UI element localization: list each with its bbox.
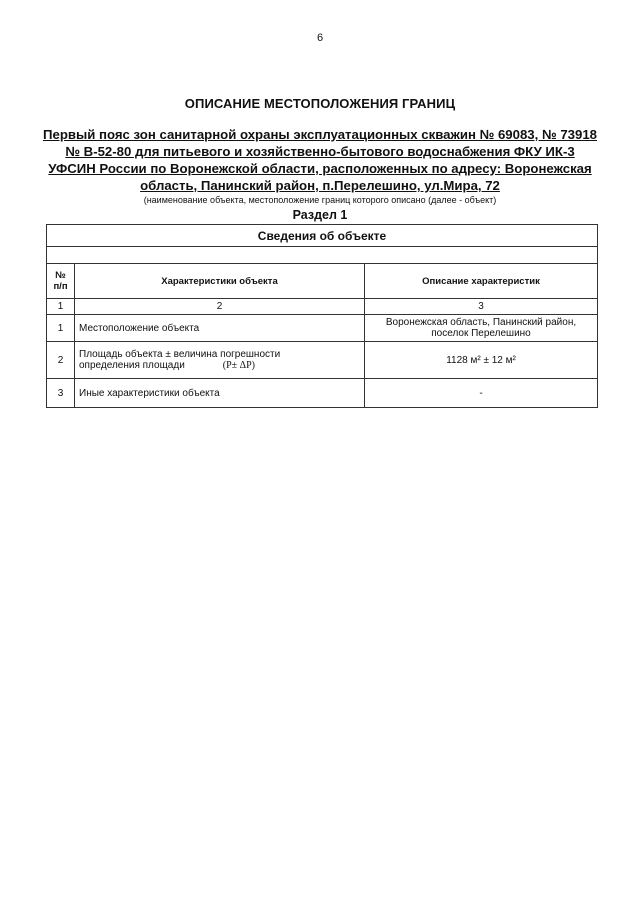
object-caption: (наименование объекта, местоположение границ которого описано (далее - объект) [143, 195, 497, 205]
object-name-line: Первый пояс зон санитарной охраны эксплуатационных скважин № 69083, № 73918 [43, 127, 597, 142]
column-number: 2 [75, 299, 365, 315]
table-row [47, 379, 598, 408]
row-characteristic: Местоположение объекта [75, 315, 365, 342]
area-characteristic-line: Площадь объекта ± величина погрешности [79, 349, 281, 360]
document-title: ОПИСАНИЕ МЕСТОПОЛОЖЕНИЯ ГРАНИЦ [184, 96, 456, 111]
table-spacer [47, 247, 598, 264]
area-characteristic-line: определения площади [79, 360, 185, 371]
area-formula: (P± ΔP) [222, 360, 255, 371]
row-description: 1128 м² ± 12 м² [365, 342, 598, 379]
column-number-row [47, 299, 598, 315]
header-characteristic: Характеристики объекта [75, 264, 365, 299]
header-num: № п/п [47, 264, 75, 299]
table-spacer-row [47, 247, 598, 264]
row-description: - [365, 379, 598, 408]
row-characteristic: Иные характеристики объекта [75, 379, 365, 408]
section-title: Раздел 1 [292, 208, 348, 222]
column-number: 1 [47, 299, 75, 315]
object-name-line: область, Панинский район, п.Перелешино, ул.Мира, 72 [140, 178, 500, 193]
table-caption: Сведения об объекте [47, 225, 598, 247]
row-num: 2 [47, 342, 75, 379]
object-name [40, 126, 600, 194]
table-row [47, 342, 598, 379]
row-description: Воронежская область, Панинский район, поселок Перелешино [365, 315, 598, 342]
row-num: 3 [47, 379, 75, 408]
table-row [47, 315, 598, 342]
row-num: 1 [47, 315, 75, 342]
table-header-row [47, 264, 598, 299]
object-name-line: УФСИН России по Воронежской области, расположенных по адресу: Воронежская [48, 161, 592, 176]
header-description: Описание характеристик [365, 264, 598, 299]
object-name-line: № В-52-80 для питьевого и хозяйственно-бытового водоснабжения ФКУ ИК-3 [65, 144, 575, 159]
column-number: 3 [365, 299, 598, 315]
object-info-table [46, 224, 598, 408]
row-characteristic [75, 342, 365, 379]
page-number: 6 [316, 32, 324, 44]
table-caption-row [47, 225, 598, 247]
